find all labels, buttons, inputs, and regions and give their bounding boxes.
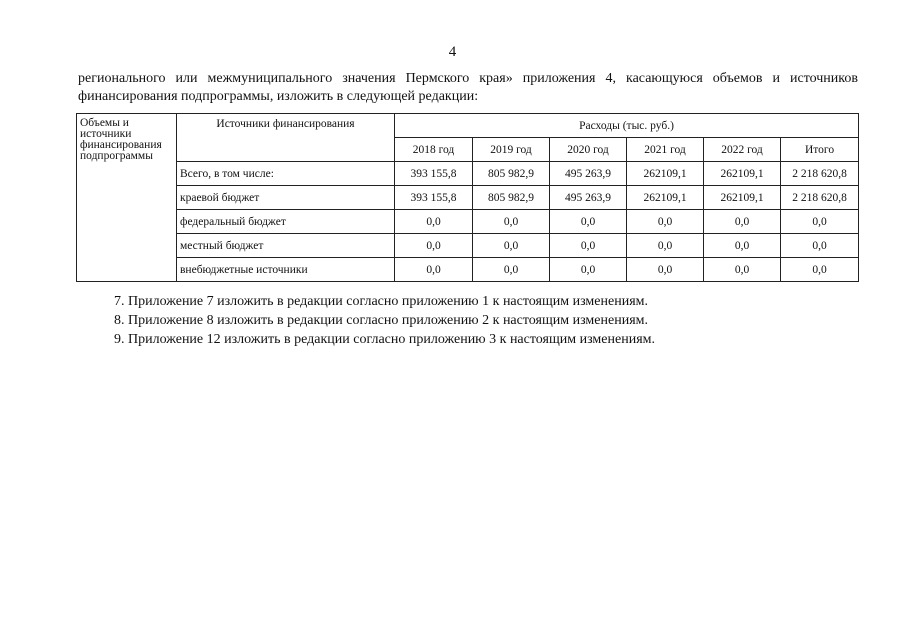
amendment-item: 9. Приложение 12 изложить в редакции согласно приложению 3 к настоящим изменениям. — [114, 332, 655, 347]
value-cell: 262109,1 — [704, 162, 781, 186]
value-cell: 805 982,9 — [473, 162, 550, 186]
value-cell: 0,0 — [550, 234, 627, 258]
value-cell: 0,0 — [473, 258, 550, 282]
source-name: федеральный бюджет — [177, 210, 395, 234]
amendment-item: 7. Приложение 7 изложить в редакции согласно приложению 1 к настоящим изменениям. — [114, 294, 648, 309]
amendment-item: 8. Приложение 8 изложить в редакции согласно приложению 2 к настоящим изменениям. — [114, 313, 648, 328]
page-number: 4 — [448, 44, 457, 60]
source-name: местный бюджет — [177, 234, 395, 258]
table-row — [77, 258, 859, 282]
value-cell: 0,0 — [704, 210, 781, 234]
value-cell: 393 155,8 — [395, 186, 473, 210]
financing-table — [76, 113, 859, 282]
value-cell: 393 155,8 — [395, 162, 473, 186]
value-cell: 0,0 — [704, 258, 781, 282]
table-row — [77, 234, 859, 258]
intro-paragraph: регионального или межмуниципального значения Пермского края» приложения 4, касающуюся объемов и источников финансирования подпрограммы, изложить в следующей редакции: — [78, 71, 858, 104]
sources-header: Источники финансирования — [177, 114, 395, 162]
total-cell: 0,0 — [781, 234, 859, 258]
source-name: внебюджетные источники — [177, 258, 395, 282]
value-cell: 262109,1 — [627, 186, 704, 210]
value-cell: 0,0 — [473, 210, 550, 234]
year-header: 2020 год — [550, 138, 627, 162]
value-cell: 0,0 — [550, 258, 627, 282]
year-header: 2018 год — [395, 138, 473, 162]
value-cell: 262109,1 — [627, 162, 704, 186]
value-cell: 0,0 — [627, 210, 704, 234]
value-cell: 262109,1 — [704, 186, 781, 210]
source-name: Всего, в том числе: — [177, 162, 395, 186]
total-cell: 0,0 — [781, 258, 859, 282]
value-cell: 0,0 — [395, 234, 473, 258]
year-header: 2019 год — [473, 138, 550, 162]
table-row — [77, 186, 859, 210]
total-cell: 2 218 620,8 — [781, 162, 859, 186]
table-header-row — [77, 114, 859, 138]
value-cell: 495 263,9 — [550, 186, 627, 210]
value-cell: 0,0 — [395, 210, 473, 234]
table-row — [77, 210, 859, 234]
value-cell: 0,0 — [627, 258, 704, 282]
amendment-items — [114, 292, 854, 349]
total-cell: 2 218 620,8 — [781, 186, 859, 210]
expenses-header: Расходы (тыс. руб.) — [395, 114, 859, 138]
year-header: 2022 год — [704, 138, 781, 162]
value-cell: 805 982,9 — [473, 186, 550, 210]
source-name: краевой бюджет — [177, 186, 395, 210]
total-cell: 0,0 — [781, 210, 859, 234]
year-header: 2021 год — [627, 138, 704, 162]
total-header: Итого — [781, 138, 859, 162]
table-row — [77, 162, 859, 186]
value-cell: 0,0 — [395, 258, 473, 282]
value-cell: 495 263,9 — [550, 162, 627, 186]
volume-label-cell: Объемы и источники финансирования подпрограммы — [77, 114, 177, 282]
value-cell: 0,0 — [550, 210, 627, 234]
value-cell: 0,0 — [627, 234, 704, 258]
value-cell: 0,0 — [473, 234, 550, 258]
value-cell: 0,0 — [704, 234, 781, 258]
